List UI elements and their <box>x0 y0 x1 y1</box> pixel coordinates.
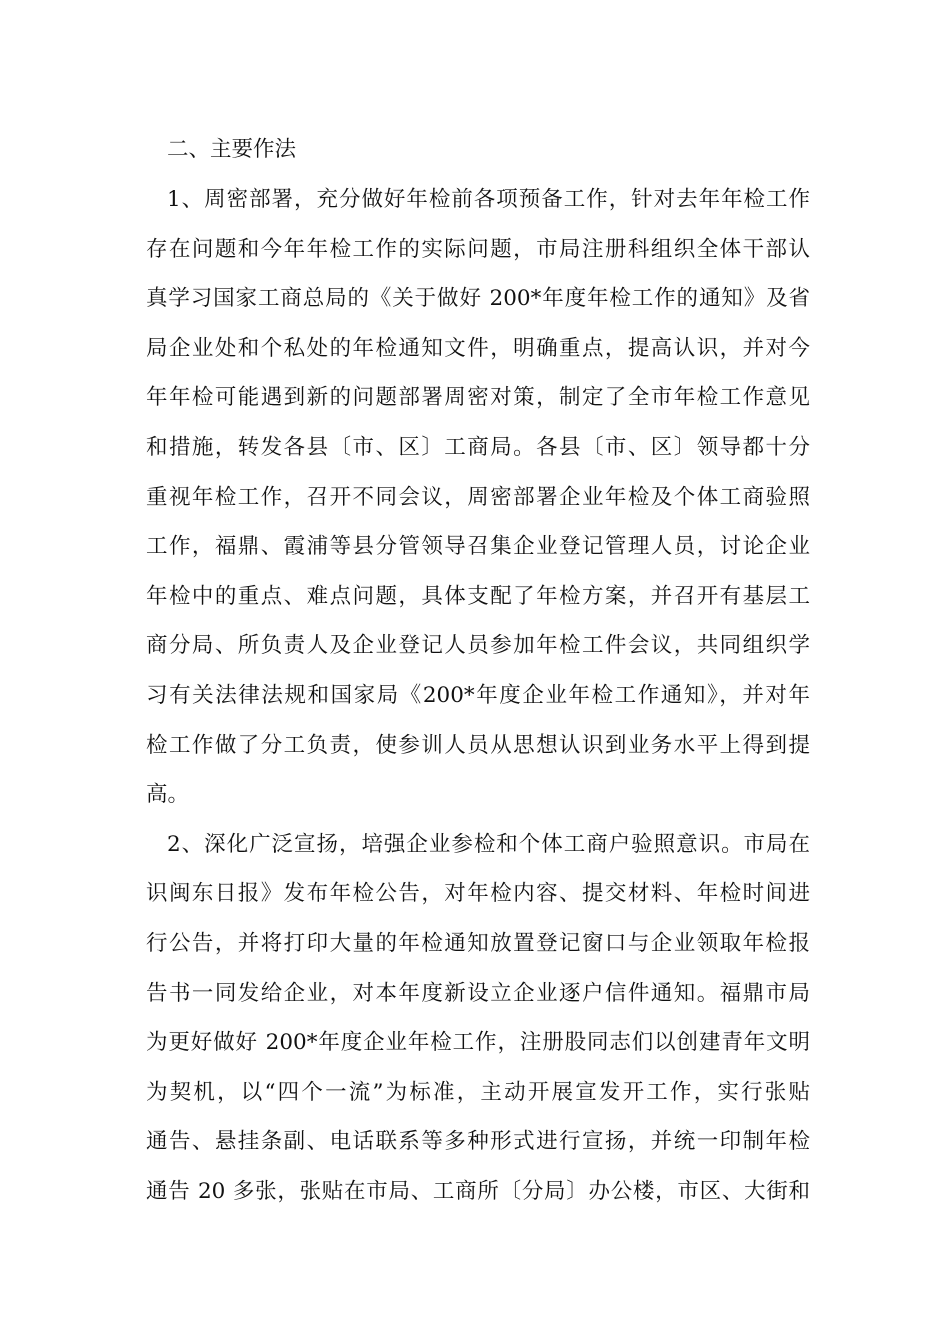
paragraph-1-line-4: 局企业处和个私处的年检通知文件，明确重点，提高认识，并对今 <box>146 336 810 361</box>
paragraph-1-line-12: 检工作做了分工负责，使参训人员从思想认识到业务水平上得到提 <box>146 733 810 758</box>
paragraph-2-line-3: 行公告，并将打印大量的年检通知放置登记窗口与企业领取年检报 <box>146 931 810 956</box>
paragraph-2-line-5: 为更好做好 200*年度企业年检工作，注册股同志们以创建青年文明 <box>146 1030 810 1055</box>
paragraph-1-line-7: 重视年检工作，召开不同会议，周密部署企业年检及个体工商验照 <box>146 485 810 510</box>
paragraph-2-line-4: 告书一同发给企业，对本年度新设立企业逐户信件通知。福鼎市局 <box>146 981 810 1006</box>
paragraph-1-line-8: 工作，福鼎、霞浦等县分管领导召集企业登记管理人员，讨论企业 <box>146 534 810 559</box>
paragraph-2-line-2: 识闽东日报》发布年检公告，对年检内容、提交材料、年检时间进 <box>146 881 810 906</box>
paragraph-1-line-6: 和措施，转发各县〔市、区〕工商局。各县〔市、区〕领导都十分 <box>146 435 810 460</box>
paragraph-1-line-10: 商分局、所负责人及企业登记人员参加年检工件会议，共同组织学 <box>146 633 810 658</box>
paragraph-2-line-6: 为契机，以“四个一流”为标准，主动开展宣发开工作，实行张贴 <box>146 1080 810 1105</box>
paragraph-1-line-11: 习有关法律法规和国家局《200*年度企业年检工作通知》，并对年 <box>146 683 810 708</box>
paragraph-2-line-7: 通告、悬挂条副、电话联系等多种形式进行宣扬，并统一印制年检 <box>146 1129 810 1154</box>
paragraph-2-line-8: 通告 20 多张，张贴在市局、工商所〔分局〕办公楼，市区、大街和 <box>146 1179 810 1204</box>
paragraph-1-line-2: 存在问题和今年年检工作的实际问题，市局注册科组织全体干部认 <box>146 237 810 262</box>
section-heading: 二、主要作法 <box>167 137 297 162</box>
paragraph-1-line-1: 1、周密部署，充分做好年检前各项预备工作，针对去年年检工作 <box>167 187 810 212</box>
paragraph-1-line-3: 真学习国家工商总局的《关于做好 200*年度年检工作的通知》及省 <box>146 286 810 311</box>
paragraph-2-line-1: 2、深化广泛宣扬，培强企业参检和个体工商户验照意识。市局在 <box>167 832 810 857</box>
paragraph-1-line-9: 年检中的重点、难点问题，具体支配了年检方案，并召开有基层工 <box>146 584 810 609</box>
paragraph-1-line-5: 年年检可能遇到新的问题部署周密对策，制定了全市年检工作意见 <box>146 385 810 410</box>
paragraph-1-line-13: 高。 <box>146 782 190 807</box>
